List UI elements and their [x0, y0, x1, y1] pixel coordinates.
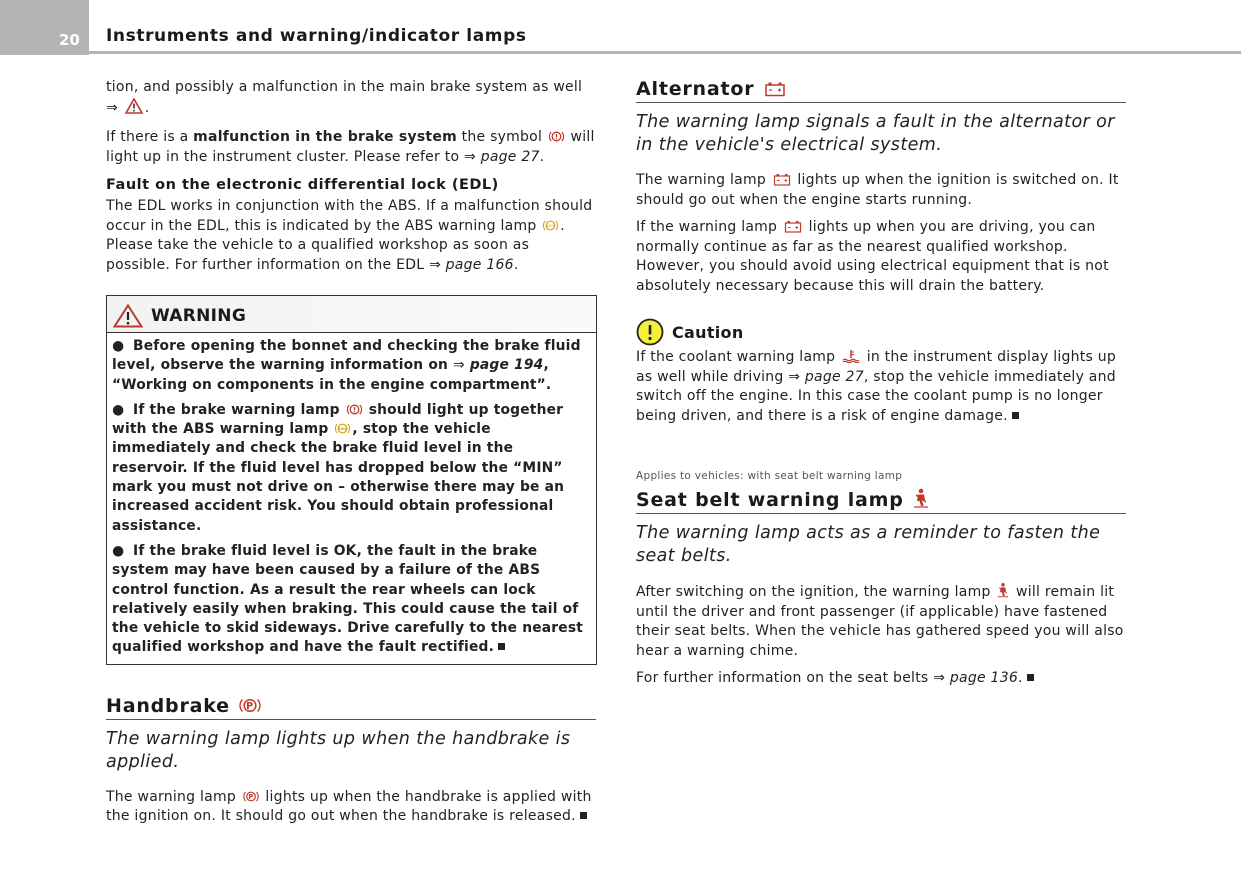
- warning-bullet: ● Before opening the bonnet and checking the brake fluid level, observe the warning information on ⇒ page 194, “Working on components in the engine compartment”.: [112, 338, 581, 393]
- parking-brake-icon: [239, 697, 261, 714]
- battery-icon: [764, 81, 786, 97]
- applies-note: Applies to vehicles: with seat belt warning lamp: [636, 470, 903, 482]
- seatbelt-paragraph: For further information on the seat belts ⇒ page 136.: [636, 669, 1126, 689]
- page-ref-link[interactable]: page 27: [804, 368, 864, 385]
- svg-text:ABS: ABS: [338, 427, 348, 432]
- handbrake-title: Handbrake P: [106, 695, 596, 720]
- page-ref-link[interactable]: page 194: [469, 357, 544, 374]
- left-column: [106, 78, 596, 827]
- page-ref-link[interactable]: page 166: [445, 256, 514, 273]
- abs-warning-icon: [543, 219, 558, 232]
- warning-body: [107, 333, 596, 658]
- edl-heading: Fault on the electronic differential lock (EDL): [106, 177, 499, 193]
- caution-heading: Caution: [636, 318, 1126, 346]
- warning-header: [107, 296, 596, 333]
- page-ref-link[interactable]: page 136: [949, 670, 1019, 686]
- battery-icon: [773, 173, 791, 186]
- page-number: 20: [59, 31, 80, 49]
- handbrake-paragraph: The warning lamp P lights up when the handbrake is applied with the ignition on. It should go out when the handbrake is released.: [106, 788, 592, 825]
- brake-warning-icon: [347, 403, 362, 416]
- brake-warning-icon: [549, 130, 564, 143]
- warning-heading: WARNING: [151, 306, 247, 326]
- seatbelt-icon: [997, 582, 1009, 598]
- paragraph-continuation: tion, and possibly a malfunction in the main brake system as well ⇒ .: [106, 79, 583, 116]
- abs-warning-icon: [335, 422, 350, 435]
- end-marker: [1012, 412, 1019, 419]
- battery-icon: [784, 220, 802, 233]
- seatbelt-paragraph: After switching on the ignition, the warning lamp will remain lit until the driver and front passenger (if applicable) have fastened their seat belts. When the vehicle has gathered speed you will also hear a warning chime.: [636, 584, 1124, 659]
- svg-text:P: P: [246, 700, 255, 712]
- page-number-box: [0, 0, 89, 55]
- warning-bullet: ● If the brake fluid level is OK, the fault in the brake system may have been caused by a failure of the ABS control function. As a result the rear wheels can lock relatively easily when braking. This could cause the tail of the vehicle to skid sideways. Drive carefully to the nearest qualified workshop and have the fault rectified.: [112, 542, 584, 656]
- alternator-lead: The warning lamp signals a fault in the alternator or in the vehicle's electrical system.: [636, 112, 1115, 155]
- alternator-title: Alternator: [636, 78, 1126, 103]
- warning-box: [106, 295, 597, 665]
- coolant-temperature-icon: [842, 349, 860, 363]
- caution-paragraph: If the coolant warning lamp in the instrument display lights up as well while driving ⇒ page 27, stop the vehicle immediately and switch off the engine. In this case the coolant pump is no longer being driven, and there is a risk of engine damage.: [636, 349, 1117, 424]
- end-marker: [1027, 674, 1034, 681]
- page-ref-link[interactable]: page 27: [480, 148, 540, 165]
- seatbelt-lead: The warning lamp acts as a reminder to fasten the seat belts.: [636, 523, 1101, 566]
- page-header: [0, 0, 1241, 55]
- right-column: [636, 78, 1126, 689]
- warning-triangle-icon: [113, 304, 143, 328]
- end-marker: [498, 643, 505, 650]
- header-title: Instruments and warning/indicator lamps: [106, 26, 527, 46]
- alternator-paragraph: If the warning lamp lights up when you are driving, you can normally continue as far as the nearest qualified workshop. However, you should avoid using electrical equipment that is not absolutely necessary because this will drain the battery.: [636, 219, 1109, 294]
- parking-brake-icon: [243, 790, 259, 803]
- brake-malfunction-paragraph: If there is a malfunction in the brake system the symbol will light up in the instrument cluster. Please refer to ⇒ page 27.: [106, 129, 595, 165]
- header-rule: [89, 51, 1241, 54]
- seatbelt-title: Seat belt warning lamp: [636, 488, 1126, 514]
- warning-bullet: ● If the brake warning lamp should light up together with the ABS warning lamp ABS , stop the vehicle immediately and check the brake fluid level in the reservoir. If the fluid level has dropped below the “MIN” mark you must not drive on – otherwise there may be an increased accident risk. You should obtain professional assistance.: [112, 401, 565, 534]
- end-marker: [580, 812, 587, 819]
- warning-triangle-icon: [125, 98, 143, 114]
- svg-text:P: P: [248, 792, 254, 801]
- alternator-paragraph: The warning lamp lights up when the ignition is switched on. It should go out when the engine starts running.: [636, 172, 1119, 208]
- handbrake-lead: The warning lamp lights up when the handbrake is applied.: [106, 728, 571, 772]
- seatbelt-icon: [913, 488, 929, 508]
- svg-text:ABS: ABS: [546, 223, 555, 228]
- caution-icon: [636, 318, 664, 346]
- edl-paragraph: The EDL works in conjunction with the ABS. If a malfunction should occur in the EDL, this is indicated by the ABS warning lamp ABS . Please take the vehicle to a qualified workshop as soon as possible. For further information on the EDL ⇒ page 166.: [106, 198, 593, 273]
